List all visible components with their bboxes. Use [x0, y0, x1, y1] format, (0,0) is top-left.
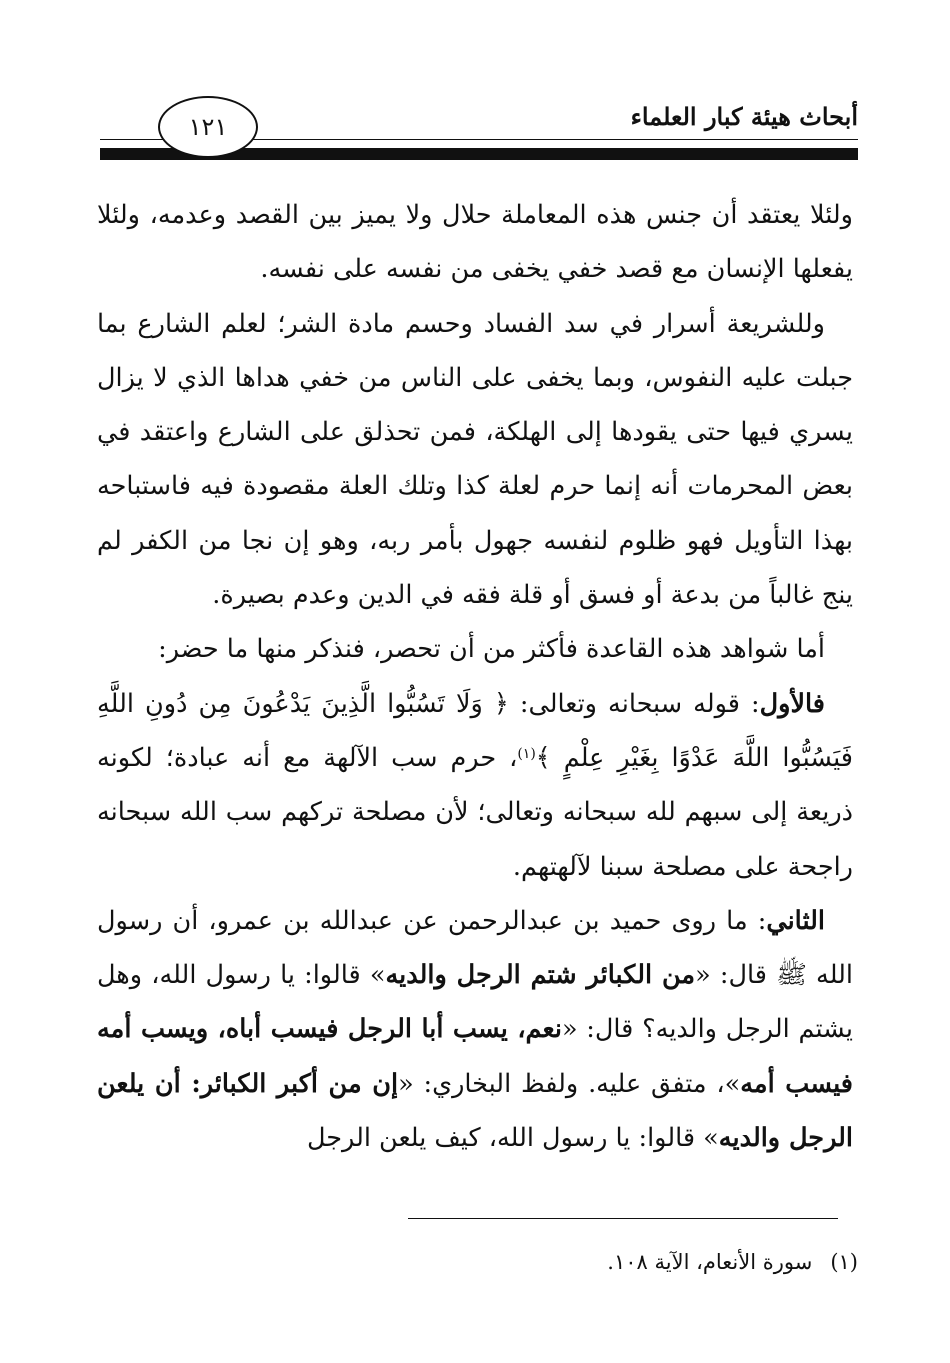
- hadith-quote-3: إن من أكبر الكبائر: أن يلعن الرجل والديه: [97, 1068, 853, 1154]
- hadith-quote-2: نعم، يسب أبا الرجل فيسب أباه، ويسب أمه فيسب أمه: [97, 1014, 853, 1099]
- paragraph-4: [97, 677, 853, 894]
- point-intro: : قوله سبحانه وتعالى:: [508, 688, 760, 719]
- paragraph-3: أما شواهد هذه القاعدة فأكثر من أن تحصر، فنذكر منها ما حضر:: [158, 634, 825, 665]
- point-text: ، حرم سب الآلهة مع أنه عبادة؛ لكونه ذريعة إلى سبهم لله سبحانه وتعالى؛ لأن مصلحة تركهم سب الله سبحانه راجحة على مصلحة سبنا لآلهتهم.: [97, 742, 853, 882]
- footnote-separator: [408, 1218, 838, 1219]
- narration-text-1: : ما روى حميد بن عبدالرحمن عن عبدالله بن عمرو، أن رسول الله ﷺ قال: «: [97, 905, 853, 991]
- narration-text-2: » قالوا: يا رسول الله، وهل يشتم الرجل والديه؟ قال: «: [97, 960, 853, 1045]
- main-text: [97, 188, 853, 1165]
- footnote-marker: (١): [830, 1250, 858, 1274]
- narration-text-3: »، متفق عليه. ولفظ البخاري: «: [398, 1068, 741, 1099]
- running-header-title: أبحاث هيئة كبار العلماء: [630, 102, 858, 131]
- footnote: [607, 1250, 858, 1274]
- narration-text-4: » قالوا: يا رسول الله، كيف يلعن الرجل: [306, 1123, 719, 1154]
- page-number-badge: [158, 96, 258, 158]
- footnote-text: سورة الأنعام، الآية ١٠٨.: [607, 1250, 813, 1274]
- hadith-quote-1: من الكبائر شتم الرجل والديه: [385, 960, 696, 991]
- point-label-first: فالأول: [759, 688, 825, 719]
- footnote-reference: (١): [517, 745, 536, 762]
- quran-verse: ﴿ وَلَا تَسُبُّوا الَّذِينَ يَدْعُونَ مِن دُونِ اللَّهِ فَيَسُبُّوا اللَّهَ عَدْوًا بِغَيْرِ عِلْمٍ ﴾: [97, 688, 853, 773]
- paragraph-1: ولئلا يعتقد أن جنس هذه المعاملة حلال ولا يميز بين القصد وعدمه، ولئلا يفعلها الإنسان مع قصد خفي يخفى من نفسه على نفسه.: [97, 200, 853, 285]
- page-number: ١٢١: [188, 113, 228, 141]
- paragraph-2: وللشريعة أسرار في سد الفساد وحسم مادة الشر؛ لعلم الشارع بما جبلت عليه النفوس، وبما يخفى على الناس من خفي هداها الذي لا يزال يسري فيها حتى يقودها إلى الهلكة، فمن تحذلق على الشارع واعتقد في بعض المحرمات أنه إنما حرم لعلة كذا وتلك العلة مقصودة فيه فاستباحه بهذا التأويل فهو ظلوم لنفسه جهول بأمر ربه، وهو إن نجا من الكفر لم ينج غالباً من بدعة أو فسق أو قلة فقه في الدين وعدم بصيرة.: [97, 308, 853, 611]
- point-label-second: الثاني: [766, 905, 825, 936]
- paragraph-5: [97, 894, 853, 1165]
